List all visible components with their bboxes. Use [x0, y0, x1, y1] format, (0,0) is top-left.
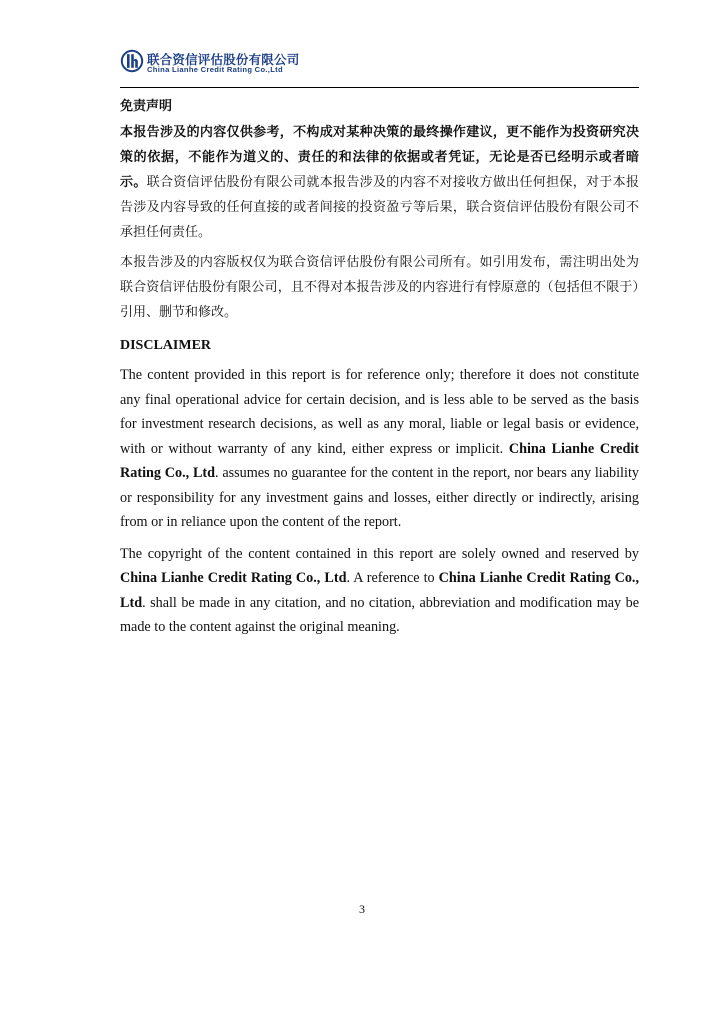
disclaimer-cn-normal-text: 联合资信评估股份有限公司就本报告涉及的内容不对接收方做出任何担保，对于本报告涉及内容导致的任何直接的或者间接的投资盈亏等后果，联合资信评估股份有限公司不承担任何责任。	[120, 175, 639, 240]
disclaimer-en-heading: DISCLAIMER	[120, 338, 212, 353]
disclaimer-en-paragraph-2	[120, 542, 639, 640]
page-header	[120, 49, 639, 89]
lianhe-logo-icon	[120, 49, 144, 73]
en-text: . assumes no guarantee for the content in the report, nor bears any liability or responsibility for any investment gains and losses, either directly or indirectly, arising from or in reliance upon the content of the report.	[120, 465, 639, 530]
disclaimer-cn-paragraph-2: 本报告涉及的内容版权仅为联合资信评估股份有限公司所有。如引用发布，需注明出处为联合资信评估股份有限公司，且不得对本报告涉及的内容进行有悖原意的（包括但不限于）引用、删节和修改。	[120, 255, 639, 320]
en-text: The content provided in this report is for reference only; therefore it does not constitute any final operational advice for certain decision, and is less able to be served as the basis for investment research decisions, as well as any moral, liable or legal basis or evidence, with or without warranty of any kind, either express or implicit.	[120, 367, 639, 457]
disclaimer-content	[120, 98, 639, 640]
en-text: . A reference to	[346, 570, 439, 586]
en-text: The copyright of the content contained in this report are solely owned and reserved by	[120, 545, 639, 562]
header-divider	[120, 87, 639, 88]
company-name-en: China Lianhe Credit Rating Co.,Ltd	[147, 65, 283, 74]
company-name-bold: China Lianhe Credit Rating Co., Ltd	[120, 440, 640, 481]
disclaimer-cn-heading: 免责声明	[120, 99, 173, 114]
disclaimer-cn-paragraph-1	[120, 120, 639, 245]
en-text: . shall be made in any citation, and no citation, abbreviation and modification may be made to the content against the original meaning.	[120, 594, 639, 635]
company-name-bold: China Lianhe Credit Rating Co., Ltd	[120, 570, 640, 611]
page-number: 3	[359, 902, 365, 916]
company-name-cn: 联合资信评估股份有限公司	[147, 52, 300, 67]
disclaimer-cn-bold-text: 本报告涉及的内容仅供参考，不构成对某种决策的最终操作建议，更不能作为投资研究决策的依据，不能作为道义的、责任的和法律的依据或者凭证，无论是否已经明示或者暗示。	[120, 125, 639, 190]
company-name-bold: China Lianhe Credit Rating Co., Ltd	[120, 570, 347, 586]
disclaimer-en-paragraph-1	[120, 363, 639, 535]
